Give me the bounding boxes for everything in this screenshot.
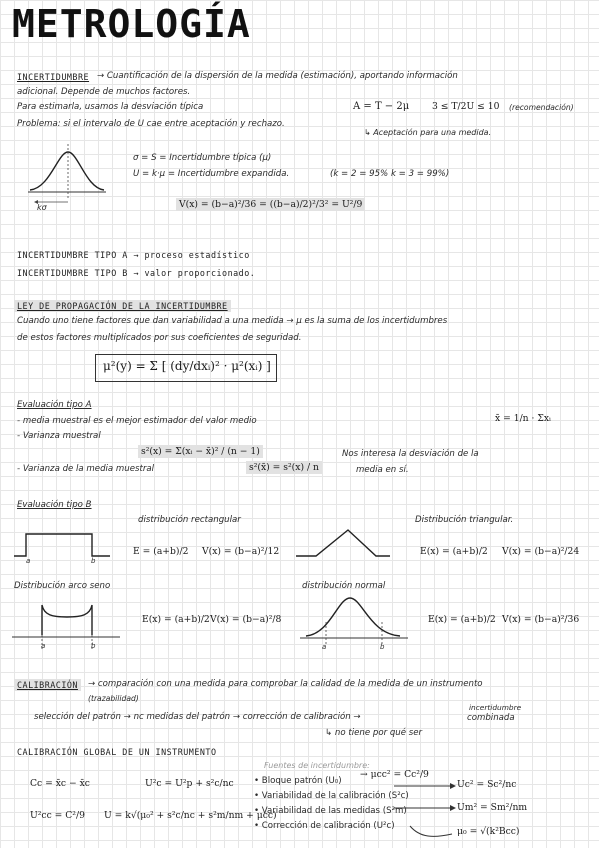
incertidumbre-line4: Problema: si el intervalo de U cae entre aceptación y rechazo. xyxy=(17,119,285,129)
rect-label-b: b xyxy=(91,557,96,565)
source-variabilidad-medidas: • Variabilidad de las medidas (S²m) xyxy=(254,806,407,816)
propagacion-heading: LEY DE PROPAGACIÓN DE LA INCERTIDUMBRE xyxy=(14,300,231,312)
propagacion-line2: de estos factores multiplicados por sus coeficientes de seguridad. xyxy=(17,333,302,343)
evaluacion-b-heading: Evaluación tipo B xyxy=(17,500,92,510)
flow-incertidumbre: incertidumbre xyxy=(469,703,522,712)
def-typical-uncertainty: σ = S = Incertidumbre típica (μ) xyxy=(133,153,272,163)
incertidumbre-line1: → Cuantificación de la dispersión de la medida (estimación), aportando información xyxy=(97,71,458,81)
tri-title: Distribución triangular. xyxy=(415,515,514,525)
calibracion-note: ↳ no tiene por qué ser xyxy=(325,728,423,738)
arc-variance: V(x) = (b−a)²/8 xyxy=(210,614,282,625)
evaluacion-a-item1: - media muestral es el mejor estimador del valor medio xyxy=(17,416,257,426)
formula-v: V(x) = (b−a)²/36 = ((b−a)/2)²/3² = U²/9 xyxy=(176,198,365,211)
tipo-a-line: INCERTIDUMBRE TIPO A → proceso estadístico xyxy=(17,250,250,260)
evaluacion-a-note1: Nos interesa la desviación de la xyxy=(342,449,479,459)
recommendation-label: (recomendación) xyxy=(509,103,574,112)
um-result: Um² = Sm²/nm xyxy=(457,802,528,813)
norm-label-a: a xyxy=(322,643,327,651)
mean-variance-formula: s²(x̄) = s²(x) / n xyxy=(246,461,322,474)
norm-variance: V(x) = (b−a)²/36 xyxy=(502,614,580,625)
arc-title: Distribución arco seno xyxy=(14,581,111,591)
calibracion-line1: → comparación con una medida para comprobar la calidad de la medida de un instrumento xyxy=(88,679,483,689)
tipo-b-line: INCERTIDUMBRE TIPO B → valor proporcionado. xyxy=(17,268,256,278)
calibracion-heading: CALIBRACIÓN xyxy=(14,679,81,691)
page-title: METROLOGÍA xyxy=(12,2,251,46)
sources-title: Fuentes de incertidumbre: xyxy=(264,761,370,770)
propagation-formula: μ²(y) = Σ [ (dy/dxᵢ)² · μ²(xᵢ) ] xyxy=(103,359,271,373)
source-bloque-patron: • Bloque patrón (U₀) xyxy=(254,776,342,786)
global-u-formula: U = k√(μ₀² + s²c/nc + s²m/nm + μcc) xyxy=(104,810,277,821)
flow-combinada: combinada xyxy=(467,713,515,723)
arcsine-distribution-figure xyxy=(12,595,124,655)
propagacion-line1: Cuando uno tiene factores que dan variabilidad a una medida → μ es la suma de los incertidumbres xyxy=(17,316,448,326)
rect-expectation: E = (a+b)/2 xyxy=(133,546,189,557)
uc-result: Uc² = Sc²/nc xyxy=(457,779,517,790)
acceptance-note: ↳ Aceptación para una medida. xyxy=(364,128,492,137)
calibracion-flow: selección del patrón → nc medidas del patrón → corrección de calibración → xyxy=(34,712,361,722)
variance-formula: s²(x) = Σ(xᵢ − x̄)² / (n − 1) xyxy=(138,445,263,458)
arc-label-b: b xyxy=(91,642,96,650)
global-c-formula: Cc = x̄c − x̄c xyxy=(30,778,90,789)
evaluacion-a-heading: Evaluación tipo A xyxy=(17,400,92,410)
tri-expectation: E(x) = (a+b)/2 xyxy=(420,546,488,557)
tri-variance: V(x) = (b−a)²/24 xyxy=(502,546,580,557)
global-uc-formula: U²c = U²p + s²c/nc xyxy=(145,778,234,789)
incertidumbre-heading: INCERTIDUMBRE xyxy=(17,72,90,82)
rect-title: distribución rectangular xyxy=(138,515,241,525)
rect-label-a: a xyxy=(26,557,31,565)
trazabilidad-label: (trazabilidad) xyxy=(88,694,139,703)
normal-distribution-figure xyxy=(300,592,410,652)
formula-ratio: 3 ≤ T/2U ≤ 10 xyxy=(432,101,500,112)
evaluacion-a-note2: media en sí. xyxy=(356,465,409,475)
triangular-distribution-figure xyxy=(296,522,392,562)
norm-expectation: E(x) = (a+b)/2 xyxy=(428,614,496,625)
mu0-result: μ₀ = √(k²Bcc) xyxy=(457,826,520,837)
norm-title: distribución normal xyxy=(302,581,386,591)
global-heading: CALIBRACIÓN GLOBAL DE UN INSTRUMENTO xyxy=(17,747,217,757)
evaluacion-a-item3: - Varianza de la media muestral xyxy=(17,464,155,474)
arc-expectation: E(x) = (a+b)/2 xyxy=(142,614,210,625)
incertidumbre-line3: Para estimarla, usamos la desviación típica xyxy=(17,102,204,112)
source-correccion-calibracion: • Corrección de calibración (U²c) xyxy=(254,821,395,831)
rect-variance: V(x) = (b−a)²/12 xyxy=(202,546,280,557)
incertidumbre-line2: adicional. Depende de muchos factores. xyxy=(17,87,191,97)
arrows-figure xyxy=(390,778,460,848)
arc-label-a: a xyxy=(41,642,46,650)
mean-formula: x̄ = 1/n · Σxᵢ xyxy=(495,413,551,424)
evaluacion-a-item2: - Varianza muestral xyxy=(17,431,101,441)
mu-cc-formula: → μcc² = Cc²/9 xyxy=(360,769,429,780)
formula-a: A = T − 2μ xyxy=(353,101,410,112)
curve-label: kσ xyxy=(37,203,47,212)
source-variabilidad-calibracion: • Variabilidad de la calibración (S²c) xyxy=(254,791,409,801)
global-ucc-formula: U²cc = C²/9 xyxy=(30,810,85,821)
norm-label-b: b xyxy=(380,643,385,651)
def-coverage-factors: (k = 2 = 95% k = 3 = 99%) xyxy=(330,169,450,179)
def-expanded-uncertainty: U = k·μ = Incertidumbre expandida. xyxy=(133,169,290,179)
